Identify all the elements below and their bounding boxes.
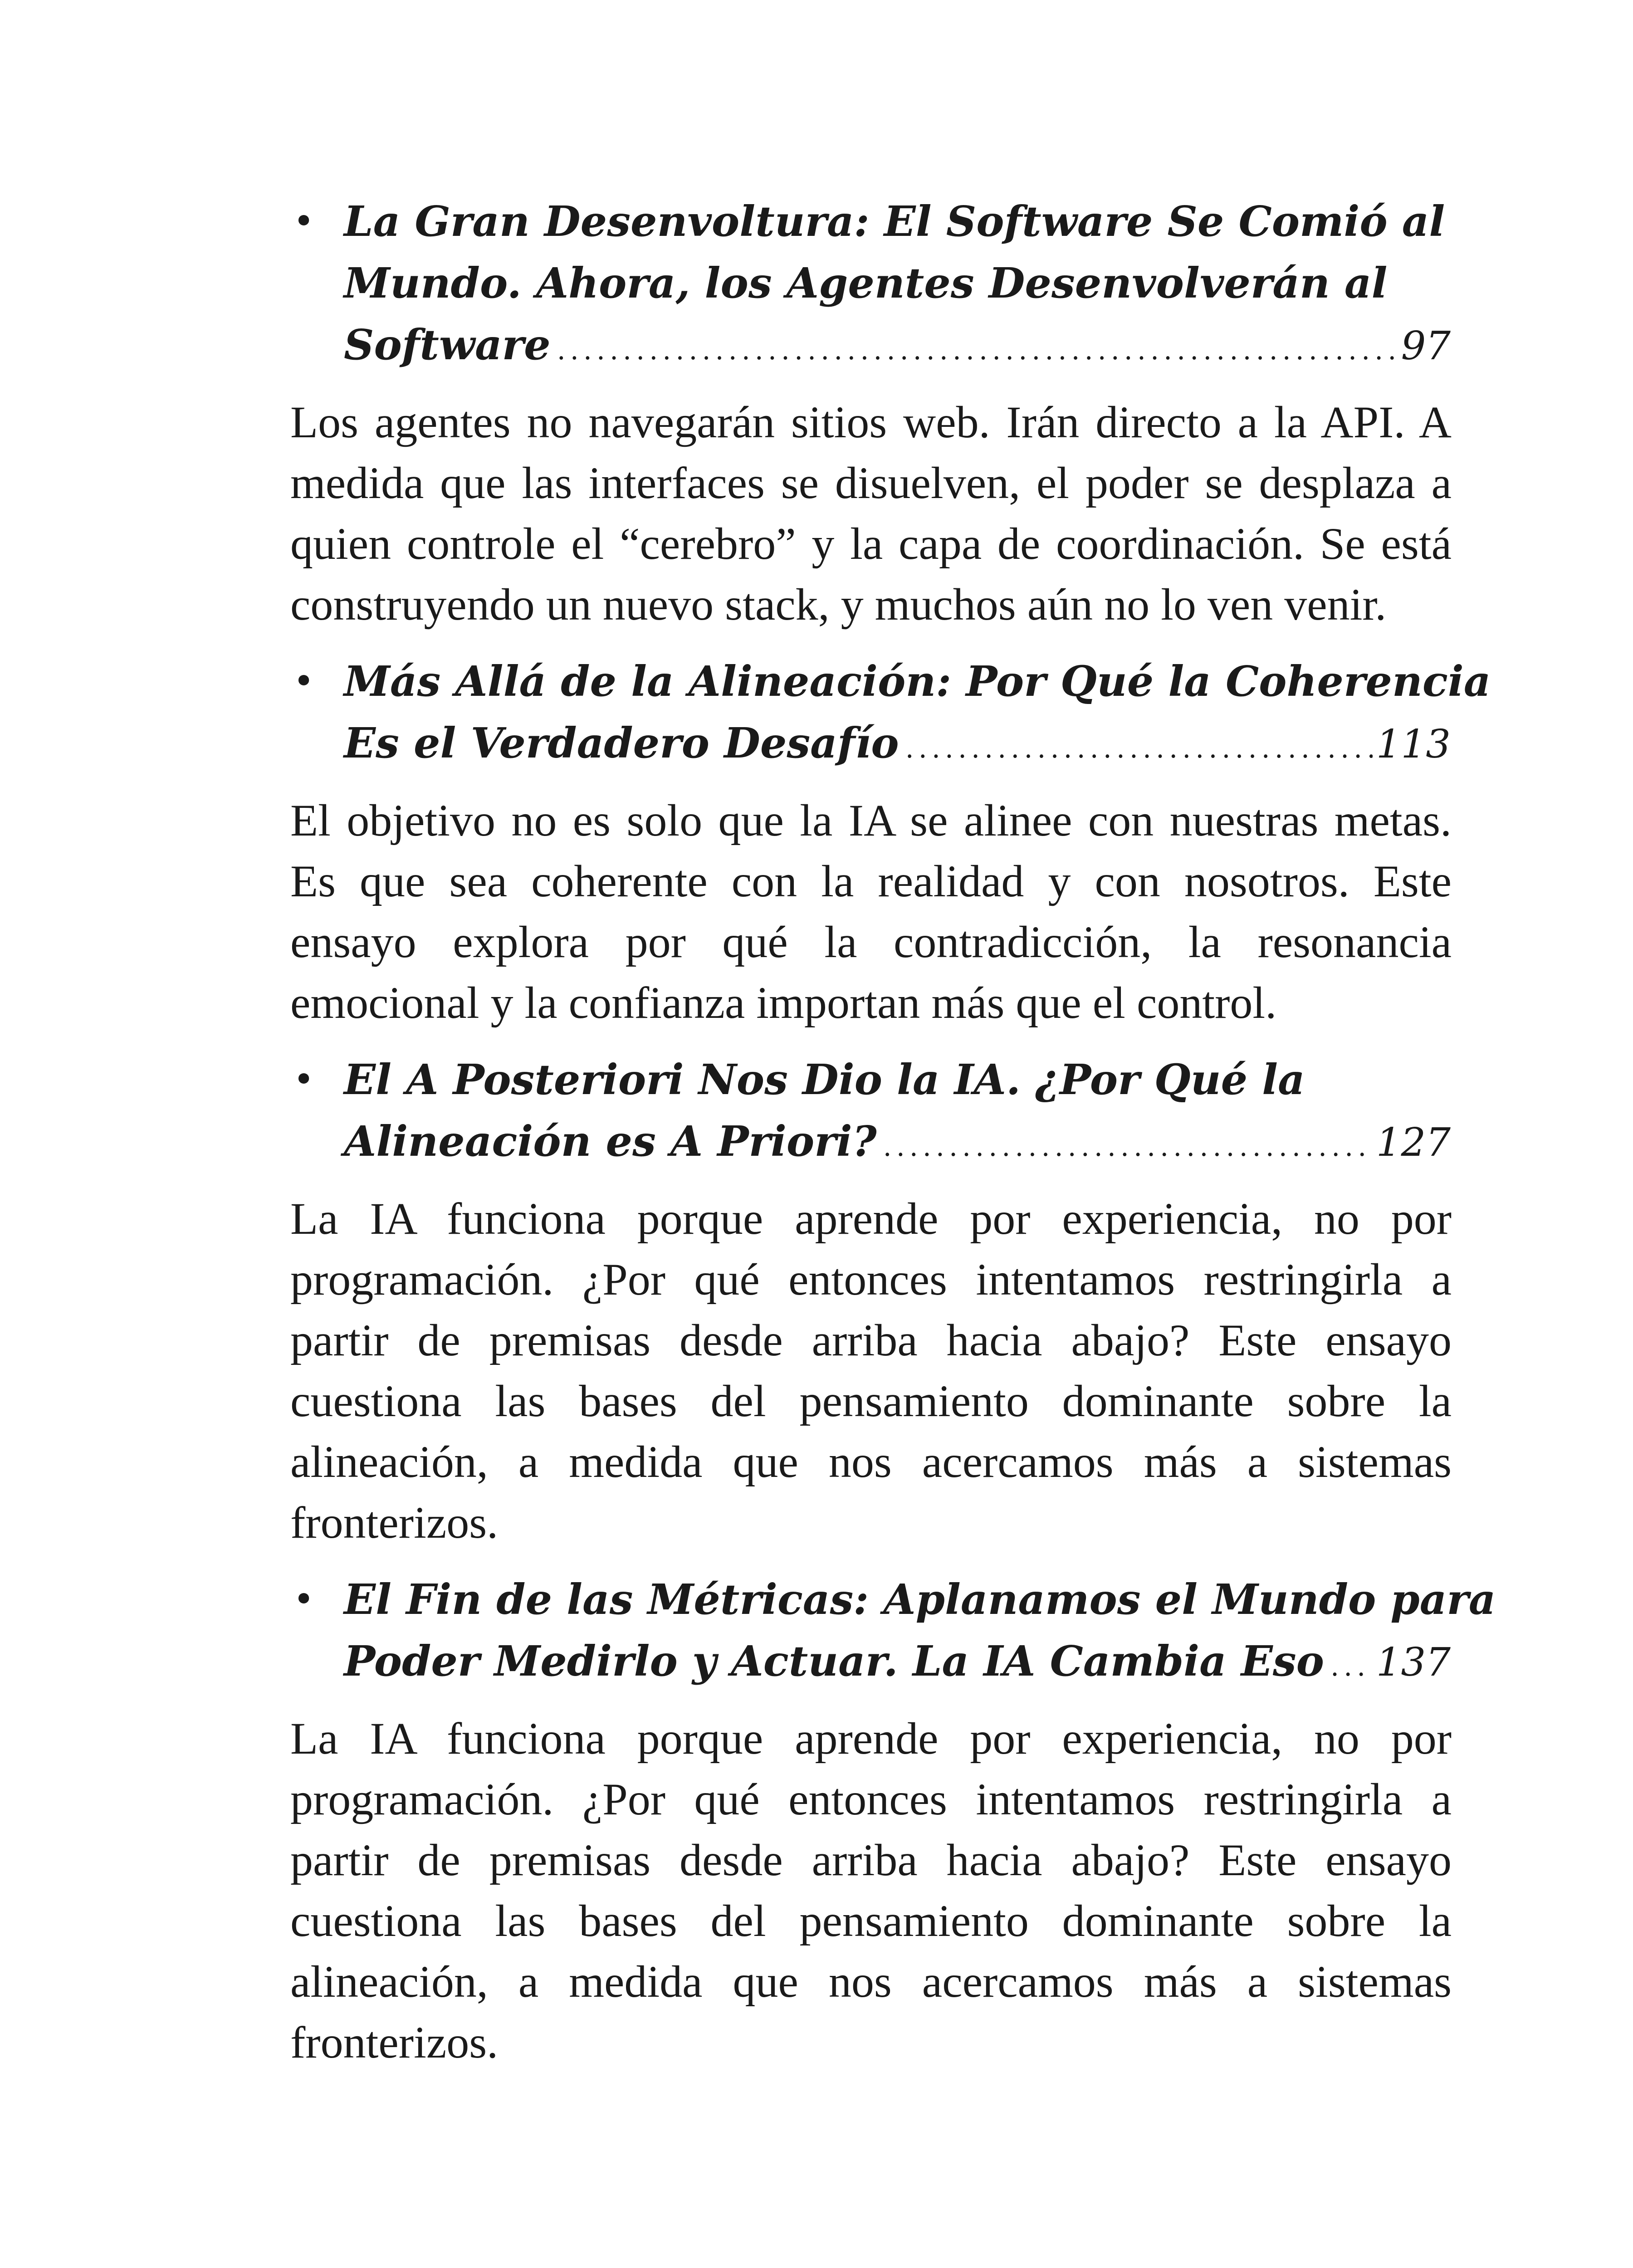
toc-entry-description: El objetivo no es solo que la IA se alinee con nuestras metas. Es que sea coherente con la realidad y con nosotros. Este ensayo explora por qué la contradicción, la resonancia emocional y la confianza importan más que el control. [290,795,1452,1028]
toc-title-line: Es el Verdadero Desafío [344,719,899,767]
toc-title-last-line [344,314,1451,381]
toc-title-last-line [344,1630,1451,1697]
toc-title-line: Software [344,320,551,369]
toc-title-line: Mundo. Ahora, los Agentes Desenvolverán al [344,259,1388,308]
dot-leader [557,319,1398,381]
dot-leader [883,1116,1373,1178]
dot-leader [1330,1636,1373,1697]
toc-title-line: El A Posteriori Nos Dio la IA. ¿Por Qué la [344,1055,1305,1104]
toc-entry [290,191,1452,635]
toc-entry-title[interactable] [290,191,1452,381]
bullet-icon: • [293,660,315,702]
toc-entry-title[interactable] [290,1049,1452,1178]
page-number: 97 [1401,323,1451,369]
toc-entry-description: Los agentes no navegarán sitios web. Irán directo a la API. A medida que las interfaces se disuelven, el poder se desplaza a quien controle el “cerebro” y la capa de coordinación. Se está construyendo un nuevo stack, y muchos aún no lo ven venir. [290,397,1452,630]
toc-title-line: La Gran Desenvoltura: El Software Se Comió al [344,197,1445,246]
toc-title-line: El Fin de las Métricas: Aplanamos el Mundo para [344,1575,1496,1624]
page-number: 127 [1376,1120,1451,1165]
toc-entry-title[interactable] [290,650,1491,779]
toc-entry-description: La IA funciona porque aprende por experiencia, no por programación. ¿Por qué entonces intentamos restringirla a partir de premisas desde arriba hacia abajo? Este ensayo cuestiona las bases del pensamiento dominante sobre la alineación, a medida que nos acercamos más a sistemas fronterizos. [290,1193,1452,1548]
toc-title-last-line [344,712,1451,779]
toc-entry-description: La IA funciona porque aprende por experiencia, no por programación. ¿Por qué entonces intentamos restringirla a partir de premisas desde arriba hacia abajo? Este ensayo cuestiona las bases del pensamiento dominante sobre la alineación, a medida que nos acercamos más a sistemas fronterizos. [290,1713,1452,2068]
toc-title-last-line [344,1110,1451,1178]
toc-title-line: Alineación es A Priori? [344,1117,877,1166]
toc-title-line: Más Allá de la Alineación: Por Qué la Coherencia [344,657,1491,706]
dot-leader [905,718,1373,779]
page-number: 113 [1376,722,1451,767]
bullet-icon: • [293,200,315,242]
page-number: 137 [1376,1640,1451,1685]
toc-page [290,191,1496,2088]
bullet-icon: • [293,1058,315,1100]
toc-entry [290,1569,1496,2073]
toc-entry-title[interactable] [290,1569,1496,1697]
toc-entry [290,650,1491,1033]
bullet-icon: • [293,1578,315,1620]
toc-entry [290,1049,1452,1553]
toc-title-line: Poder Medirlo y Actuar. La IA Cambia Eso [344,1637,1325,1686]
